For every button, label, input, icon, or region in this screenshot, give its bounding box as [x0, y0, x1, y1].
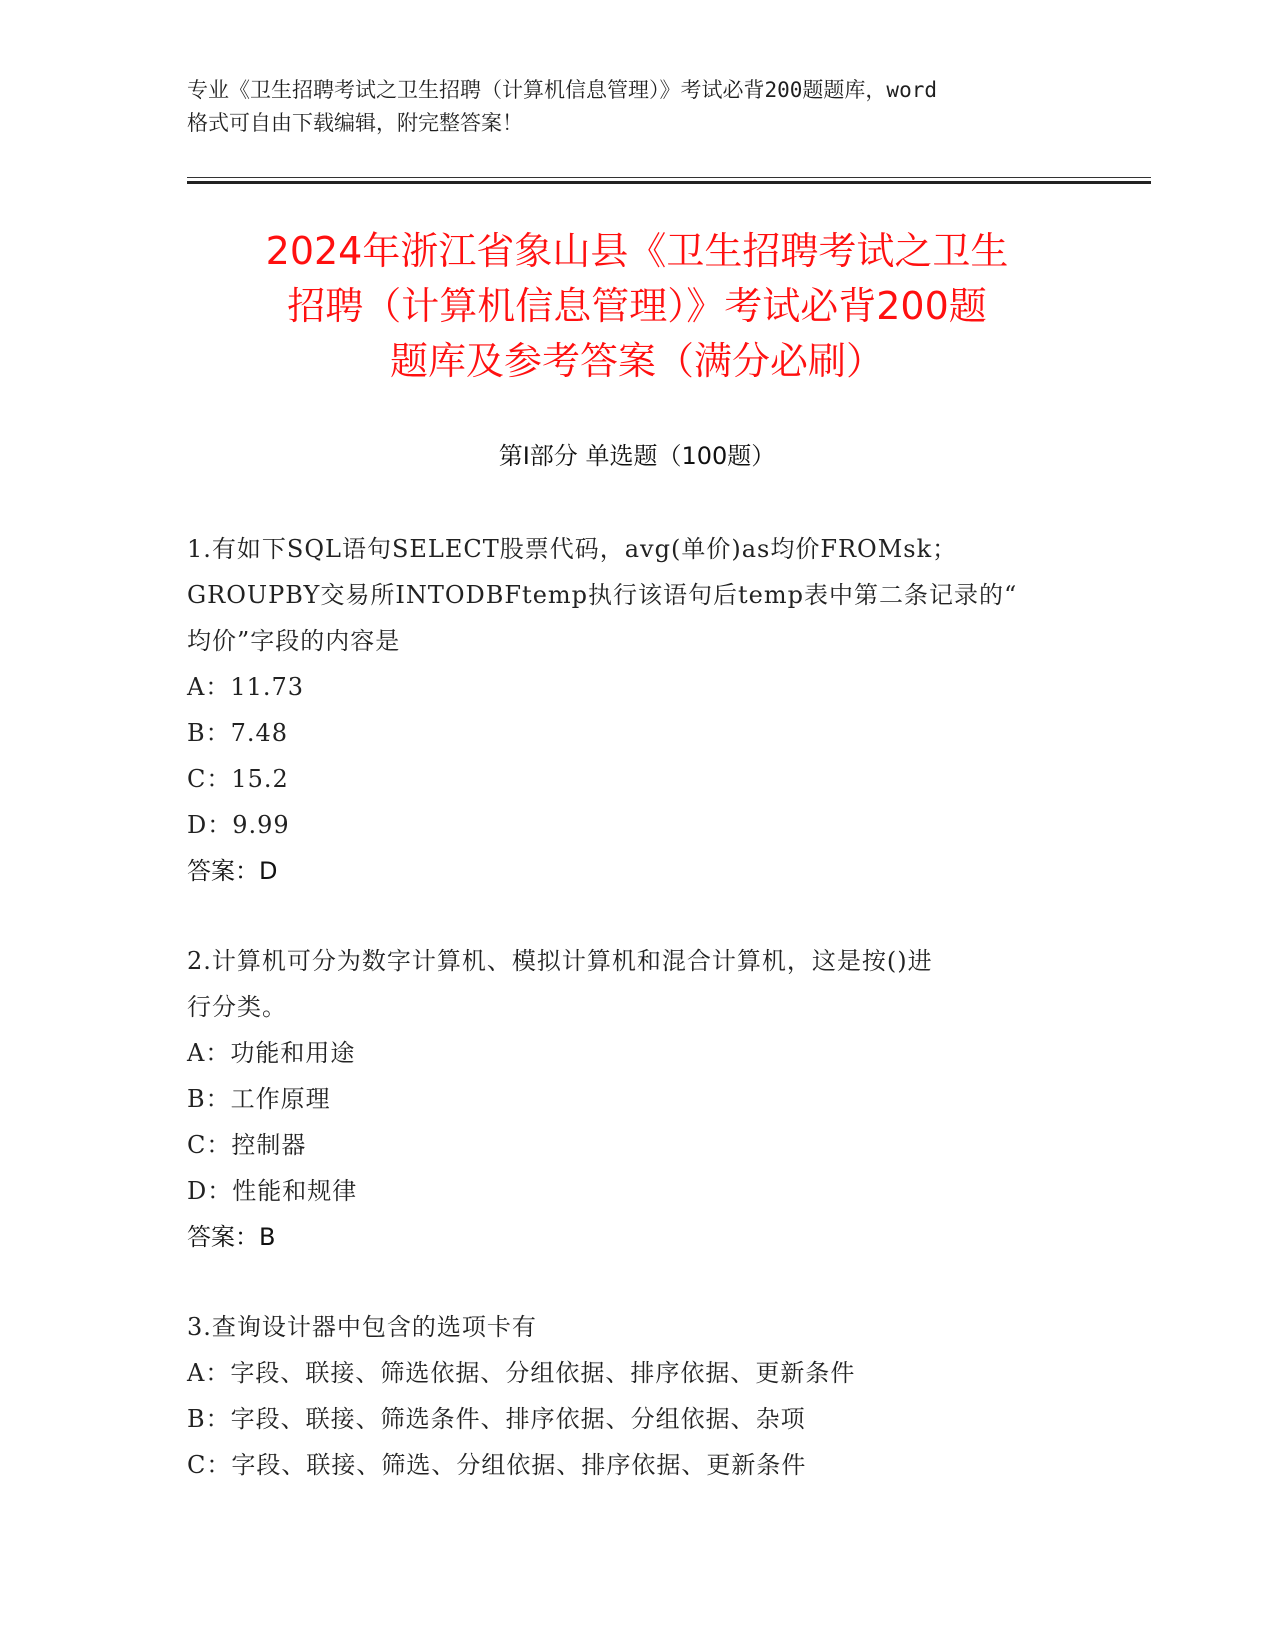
- question-stem-line: 行分类。: [187, 993, 287, 1021]
- header-note-line-2: 格式可自由下载编辑，附完整答案！: [187, 111, 523, 135]
- header-note: [187, 74, 1087, 140]
- document-title: [187, 224, 1087, 389]
- document-title-line-1: 2024年浙江省象山县《卫生招聘考试之卫生: [265, 229, 1009, 273]
- option-c: C：15.2: [187, 765, 289, 793]
- option-b: B：工作原理: [187, 1085, 331, 1113]
- question-stem-line: 2.计算机可分为数字计算机、模拟计算机和混合计算机，这是按()进: [187, 947, 933, 975]
- header-note-line-1: 专业《卫生招聘考试之卫生招聘（计算机信息管理）》考试必背200题题库，word: [187, 78, 937, 102]
- answer: 答案：D: [187, 857, 278, 885]
- option-d: D：性能和规律: [187, 1177, 358, 1205]
- option-d: D：9.99: [187, 811, 290, 839]
- question-stem-line: 1.有如下SQL语句SELECT股票代码，avg(单价)as均价FROMsk；: [187, 535, 958, 563]
- header-divider-thin: [187, 177, 1151, 178]
- option-a: A：字段、联接、筛选依据、分组依据、排序依据、更新条件: [187, 1359, 856, 1387]
- option-b: B：7.48: [187, 719, 289, 747]
- option-c: C：字段、联接、筛选、分组依据、排序依据、更新条件: [187, 1451, 807, 1479]
- header-divider-thick: [187, 181, 1151, 184]
- section-heading: 第I部分 单选题（100题）: [498, 442, 776, 470]
- document-title-line-2: 招聘（计算机信息管理）》考试必背200题: [287, 284, 987, 328]
- question-2: [187, 938, 1067, 1260]
- question-stem-line: 均价”字段的内容是: [187, 627, 401, 655]
- answer: 答案：B: [187, 1223, 276, 1251]
- option-a: A：11.73: [187, 673, 305, 701]
- option-c: C：控制器: [187, 1131, 307, 1159]
- document-title-line-3: 题库及参考答案（满分必刷）: [389, 339, 884, 383]
- option-a: A：功能和用途: [187, 1039, 356, 1067]
- question-3: [187, 1304, 1067, 1488]
- question-1: [187, 526, 1067, 894]
- question-list: [187, 526, 1067, 1532]
- question-stem-line: 3.查询设计器中包含的选项卡有: [187, 1313, 537, 1341]
- question-stem-line: GROUPBY交易所INTODBFtemp执行该语句后temp表中第二条记录的“: [187, 581, 1018, 609]
- option-b: B：字段、联接、筛选条件、排序依据、分组依据、杂项: [187, 1405, 806, 1433]
